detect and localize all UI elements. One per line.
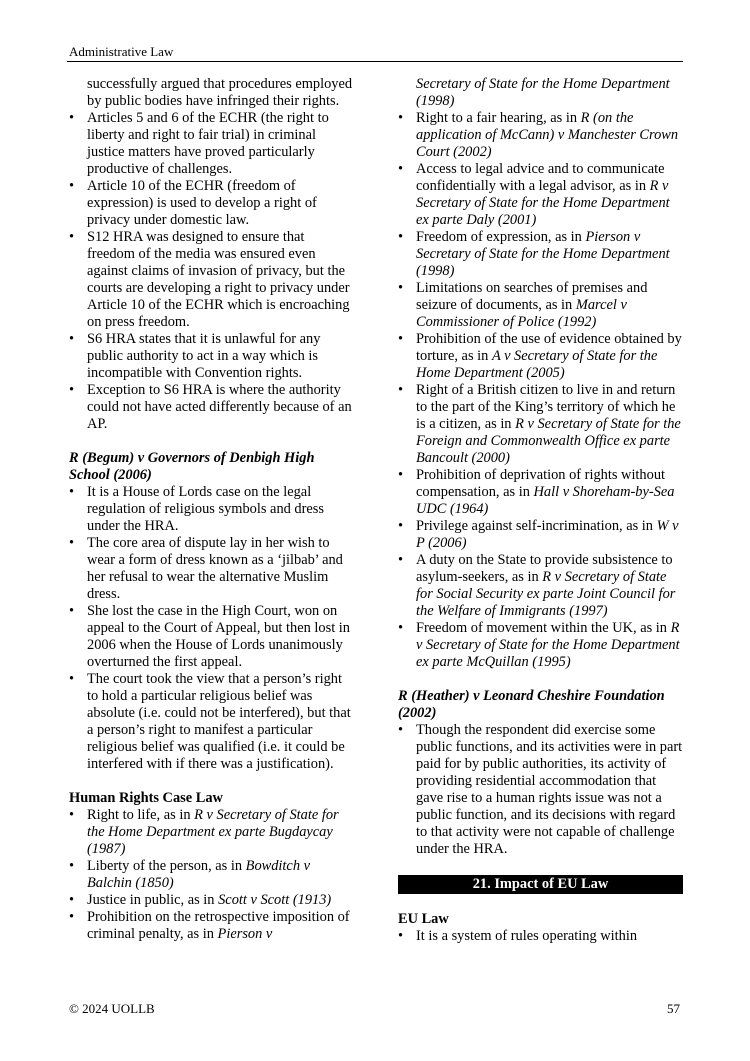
case-citation: Scott v Scott (1913) bbox=[218, 892, 332, 908]
eu-law-heading: EU Law bbox=[398, 911, 449, 927]
hr-case-law-list-continued bbox=[398, 110, 683, 671]
section-title-bar: 21. Impact of EU Law bbox=[398, 875, 683, 894]
list-item bbox=[398, 620, 683, 671]
case-citation: R v Secretary of State for the Home Department ex parte McQuillan (1995) bbox=[416, 620, 680, 670]
header-title: Administrative Law bbox=[69, 44, 174, 59]
item-text: Freedom of movement within the UK, as in bbox=[416, 620, 671, 636]
begum-bullet-list bbox=[69, 484, 354, 773]
list-item bbox=[398, 518, 683, 552]
case-citation: W v P (2006) bbox=[416, 518, 679, 551]
list-item bbox=[398, 382, 683, 467]
heather-bullet-list bbox=[398, 722, 683, 858]
item-text: Prohibition of the use of evidence obtained by torture, as in bbox=[416, 331, 682, 364]
item-text: Right of a British citizen to live in and return to the part of the King’s territory of which he is a citizen, as in bbox=[416, 382, 676, 432]
page-number: 57 bbox=[667, 1001, 680, 1016]
item-text: Access to legal advice and to communicate confidentially with a legal advisor, as in bbox=[416, 161, 665, 194]
human-rights-case-law-heading: Human Rights Case Law bbox=[69, 790, 223, 806]
heather-case-heading: R (Heather) v Leonard Cheshire Foundation (2002) bbox=[398, 688, 665, 721]
item-text: Freedom of expression, as in bbox=[416, 229, 586, 245]
list-item bbox=[398, 280, 683, 331]
begum-case-heading: R (Begum) v Governors of Denbigh High School (2006) bbox=[69, 450, 315, 483]
list-item bbox=[398, 331, 683, 382]
echr-bullet-list bbox=[69, 110, 354, 433]
case-citation: Hall v Shoreham-by-Sea UDC (1964) bbox=[416, 484, 675, 517]
case-citation: Pierson v bbox=[217, 926, 273, 942]
list-item bbox=[69, 858, 354, 892]
list-item: • Exception to S6 HRA is where the authority could not have acted differently because of an AP. bbox=[69, 382, 354, 433]
case-citation: R v Secretary of State for the Home Department ex parte Daly (2001) bbox=[416, 178, 670, 228]
item-text: Privilege against self-incrimination, as in bbox=[416, 518, 657, 534]
list-item: • Though the respondent did exercise some public functions, and its activities were in part paid for by public authorities, its activity of providing residential accommodation that gave rise to a human rights issue was not a public function, and its decisions with regard to that activity were not capable of challenge under the HRA. bbox=[398, 722, 683, 858]
list-item: • She lost the case in the High Court, won on appeal to the Court of Appeal, but then lost in 2006 when the House of Lords unanimously overturned the first appeal. bbox=[69, 603, 354, 671]
hr-case-law-list bbox=[69, 807, 354, 943]
item-text: Right to a fair hearing, as in bbox=[416, 110, 581, 126]
list-item: • The core area of dispute lay in her wish to wear a form of dress known as a ‘jilbab’ and her refusal to wear the alternative Muslim dress. bbox=[69, 535, 354, 603]
header-divider bbox=[67, 61, 683, 62]
list-item bbox=[69, 892, 354, 909]
item-text: Liberty of the person, as in bbox=[87, 858, 246, 874]
list-item bbox=[398, 467, 683, 518]
list-item bbox=[398, 110, 683, 161]
case-citation: R (on the application of McCann) v Manchester Crown Court (2002) bbox=[416, 110, 679, 160]
item-text: Right to life, as in bbox=[87, 807, 195, 823]
item-text: A duty on the State to provide subsistence to asylum-seekers, as in bbox=[416, 552, 673, 585]
list-item bbox=[398, 229, 683, 280]
item-text: Prohibition of deprivation of rights without compensation, as in bbox=[416, 467, 666, 500]
list-item: • It is a House of Lords case on the legal regulation of religious symbols and dress under the HRA. bbox=[69, 484, 354, 535]
case-citation: R v Secretary of State for the Foreign and Commonwealth Office ex parte Bancoult (2000) bbox=[416, 416, 681, 466]
list-item: • It is a system of rules operating within bbox=[398, 928, 683, 945]
list-item bbox=[398, 161, 683, 229]
case-citation: Marcel v Commissioner of Police (1992) bbox=[416, 297, 627, 330]
case-citation: Bowditch v Balchin (1850) bbox=[87, 858, 310, 891]
eu-law-bullet-list bbox=[398, 928, 683, 945]
case-citation: Pierson v Secretary of State for the Home Department (1998) bbox=[416, 229, 670, 279]
copyright-notice: © 2024 UOLLB bbox=[69, 1001, 155, 1016]
case-citation: A v Secretary of State for the Home Department (2005) bbox=[416, 348, 658, 381]
case-continuation bbox=[398, 76, 683, 110]
item-text: Prohibition on the retrospective imposition of criminal penalty, as in bbox=[87, 909, 350, 942]
list-item: • Articles 5 and 6 of the ECHR (the right to liberty and right to fair trial) in criminal justice matters have proved particularly productive of challenges. bbox=[69, 110, 354, 178]
item-text: Limitations on searches of premises and seizure of documents, as in bbox=[416, 280, 648, 313]
case-citation: Secretary of State for the Home Department (1998) bbox=[416, 76, 670, 109]
list-item: • S12 HRA was designed to ensure that freedom of the media was ensured even against claims of invasion of privacy, but the courts are developing a right to privacy under Article 10 of the ECHR which is encroaching on press freedom. bbox=[69, 229, 354, 331]
left-column bbox=[69, 76, 354, 943]
list-item bbox=[69, 909, 354, 943]
case-citation: R v Secretary of State for the Home Department ex parte Bugdaycay (1987) bbox=[87, 807, 339, 857]
list-item bbox=[398, 552, 683, 620]
intro-continuation: successfully argued that procedures employed by public bodies have infringed their rights. bbox=[87, 76, 353, 109]
right-column bbox=[398, 76, 683, 945]
list-item: • S6 HRA states that it is unlawful for any public authority to act in a way which is incompatible with Convention rights. bbox=[69, 331, 354, 382]
list-item: • Article 10 of the ECHR (freedom of expression) is used to develop a right of privacy under domestic law. bbox=[69, 178, 354, 229]
list-item bbox=[69, 807, 354, 858]
item-text: Justice in public, as in bbox=[87, 892, 219, 908]
case-citation: R v Secretary of State for Social Security ex parte Joint Council for the Welfare of Immigrants (1997) bbox=[416, 569, 676, 619]
list-item: • The court took the view that a person’s right to hold a particular religious belief was absolute (i.e. could not be interfered), but that a person’s right to manifest a particular religious belief was qualified (i.e. it could be interfered with if there was a justification). bbox=[69, 671, 354, 773]
